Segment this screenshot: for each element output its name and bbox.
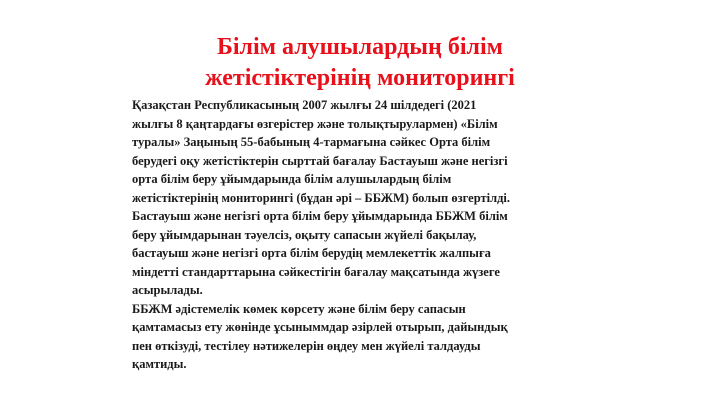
body-line: Бастауыш және негізгі орта білім беру ұйымдарында ББЖМ білім bbox=[132, 209, 508, 223]
title-line-1: Білім алушылардың білім bbox=[216, 34, 504, 60]
body-line: асырылады. bbox=[132, 283, 203, 297]
body-line: қамтамасыз ету жөнінде ұсыныммдар әзірлей отырып, дайындық bbox=[132, 320, 508, 334]
body-line: Қазақстан Республикасының 2007 жылғы 24 шілдедегі (2021 bbox=[132, 98, 477, 112]
slide-title bbox=[120, 32, 600, 94]
body-line: ББЖМ әдістемелік көмек көрсету және білім беру сапасын bbox=[132, 301, 466, 316]
body-line: міндетті стандарттарына сәйкестігін бағалау мақсатында жүзеге bbox=[132, 264, 500, 279]
body-line: пен өткізуді, тестілеу нәтижелерін өңдеу мен жүйелі талдауды bbox=[132, 338, 481, 353]
slide-body-text bbox=[132, 96, 602, 374]
body-line: бастауыш және негізгі орта білім берудің мемлекеттік жалпыға bbox=[132, 246, 491, 260]
body-line: беру ұйымдарынан тәуелсіз, оқыту сапасын жүйелі бақылау, bbox=[132, 227, 477, 242]
title-line-2: жетістіктерінің мониторингі bbox=[205, 65, 515, 91]
body-line: жылғы 8 қаңтардағы өзгерістер және толықтырулармен) «Білім bbox=[132, 116, 498, 131]
body-line: туралы» Заңының 55-бабының 4-тармағына сәйкес Орта білім bbox=[132, 135, 491, 149]
body-line: жетістіктерінің мониторингі (бұдан әрі – ББЖМ) болып өзгертілді. bbox=[132, 190, 511, 205]
body-line: қамтиды. bbox=[132, 357, 187, 371]
body-line: берудегі оқу жетістіктерін сырттай бағалау Бастауыш және негізгі bbox=[132, 153, 508, 168]
body-line: орта білім беру ұйымдарында білім алушылардың білім bbox=[132, 172, 452, 186]
